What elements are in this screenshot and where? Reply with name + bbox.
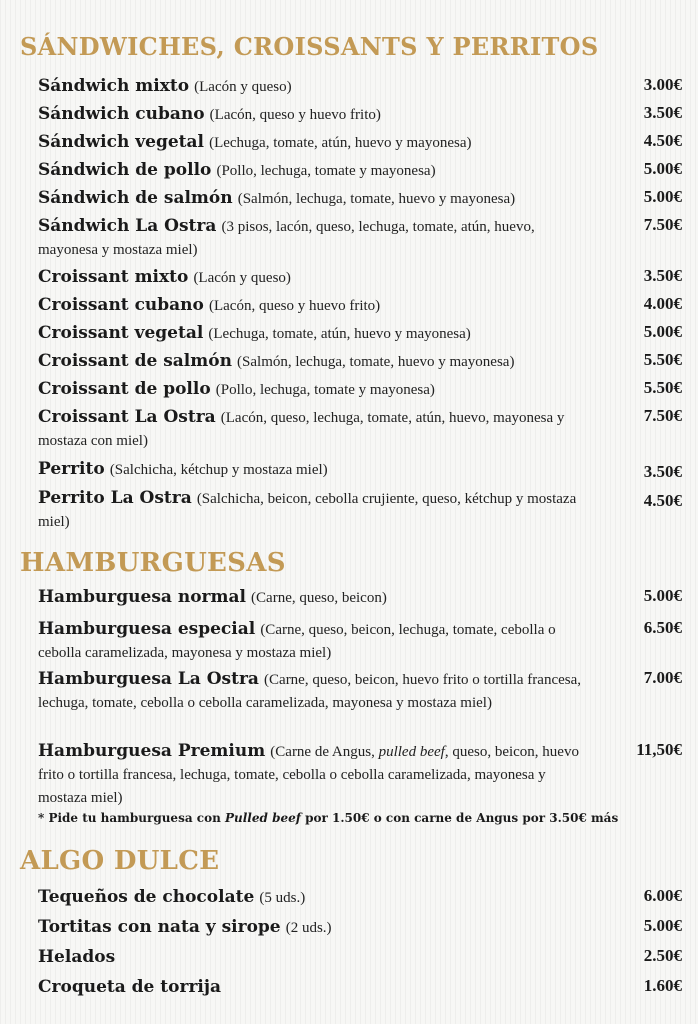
item-description: (Salchicha, kétchup y mostaza miel) [109,462,328,478]
item-description: (Salmón, lechuga, tomate, huevo y mayonesa) [237,191,516,207]
note-text: por 1.50€ o con carne de Angus por 3.50€ más [300,811,619,825]
item-description: (Lacón, queso y huevo frito) [208,298,381,314]
item-name: Tequeños de chocolate [38,887,255,907]
menu-item [38,266,598,289]
item-name: Hamburguesa La Ostra [38,669,259,689]
menu-item [38,976,598,998]
menu-item [38,458,598,481]
item-price: 5.00€ [643,187,682,206]
menu-item [38,103,598,126]
item-name: Perrito La Ostra [38,488,192,508]
menu-item [38,406,598,452]
item-description: (Lacón, queso, lechuga, tomate, atún, huevo, mayonesa y mostaza con miel) [38,410,565,449]
menu-item [38,215,598,261]
item-price: 11,50€ [636,740,682,759]
item-price: 7.50€ [643,406,682,425]
item-description: (Lacón y queso) [193,270,291,286]
menu-item [38,618,598,664]
item-price: 5.00€ [643,916,682,935]
item-price: 5.50€ [643,378,682,397]
item-description: (Pollo, lechuga, tomate y mayonesa) [215,382,435,398]
item-price: 1.60€ [643,976,682,995]
item-name: Croissant cubano [38,295,204,315]
item-name: Helados [38,947,116,967]
item-name: Croissant de pollo [38,379,211,399]
item-price: 2.50€ [643,946,682,965]
menu-item [38,378,598,401]
item-description: (Carne, queso, beicon, huevo frito o tortilla francesa, lechuga, tomate, cebolla o cebolla caramelizada, mayonesa y mostaza miel) [38,672,582,711]
item-name: Sándwich La Ostra [38,216,217,236]
desc-text: , queso, beicon, huevo frito o tortilla francesa, lechuga, tomate, cebolla o cebolla caramelizada, mayonesa y mostaza miel) [38,744,579,806]
menu-item [38,487,598,533]
item-price: 7.00€ [643,668,682,687]
item-description: (5 uds.) [259,890,306,906]
item-name: Croqueta de torrija [38,977,222,997]
item-price: 4.50€ [643,131,682,150]
item-name: Croissant La Ostra [38,407,216,427]
item-price: 3.50€ [643,462,682,481]
menu-item [38,946,598,968]
section-title-sandwiches: SÁNDWICHES, CROISSANTS Y PERRITOS [20,32,599,61]
menu-item [38,159,598,182]
menu-item [38,586,598,609]
item-name: Sándwich de salmón [38,188,233,208]
menu-item [38,294,598,317]
item-name: Croissant vegetal [38,323,204,343]
item-price: 4.00€ [643,294,682,313]
item-price: 6.50€ [643,618,682,637]
item-name: Hamburguesa especial [38,619,256,639]
menu-item [38,350,598,373]
item-description: (2 uds.) [285,920,332,936]
menu-item [38,187,598,210]
item-price: 3.50€ [643,103,682,122]
item-name: Hamburguesa Premium [38,741,266,761]
item-description: (Carne, queso, beicon, lechuga, tomate, cebolla o cebolla caramelizada, mayonesa y mostaza miel) [38,622,556,661]
item-price: 5.50€ [643,350,682,369]
section-title-hamburguesas: HAMBURGUESAS [20,548,286,578]
item-description: (Lacón, queso y huevo frito) [209,107,381,123]
item-description: (Salmón, lechuga, tomate, huevo y mayonesa) [237,354,515,370]
item-price: 5.00€ [643,159,682,178]
menu-item [38,668,598,714]
menu-item [38,886,598,909]
item-description: (Salchicha, beicon, cebolla crujiente, queso, kétchup y mostaza miel) [38,491,577,530]
item-name: Perrito [38,459,105,479]
item-description: (Pollo, lechuga, tomate y mayonesa) [216,163,436,179]
item-name: Hamburguesa normal [38,587,246,607]
item-name: Sándwich vegetal [38,132,204,152]
item-description: (Lacón y queso) [194,79,292,95]
menu-item [38,740,598,809]
item-price: 6.00€ [643,886,682,905]
item-price: 4.50€ [643,491,682,510]
menu-item [38,75,598,98]
menu-item [38,131,598,154]
item-name: Sándwich cubano [38,104,205,124]
item-description: (Lechuga, tomate, atún, huevo y mayonesa) [209,135,472,151]
item-description: (3 pisos, lacón, queso, lechuga, tomate, atún, huevo, mayonesa y mostaza miel) [38,219,535,258]
item-name: Croissant mixto [38,267,189,287]
item-name: Croissant de salmón [38,351,232,371]
section-title-dulce: ALGO DULCE [20,846,220,876]
item-price: 5.00€ [643,586,682,605]
item-name: Sándwich de pollo [38,160,212,180]
menu-item [38,916,598,939]
item-name: Sándwich mixto [38,76,190,96]
note-text: * Pide tu hamburguesa con [38,811,225,825]
item-price: 3.50€ [643,266,682,285]
item-price: 3.00€ [643,75,682,94]
item-description: (Lechuga, tomate, atún, huevo y mayonesa) [208,326,471,342]
item-name: Tortitas con nata y sirope [38,917,281,937]
hamburger-note [38,811,618,825]
item-price: 7.50€ [643,215,682,234]
item-description: (Carne, queso, beicon) [251,590,387,606]
item-price: 5.00€ [643,322,682,341]
menu-item [38,322,598,345]
desc-text: (Carne de Angus, [270,744,379,760]
note-italic: Pulled beef [225,811,301,825]
desc-italic: pulled beef [378,744,445,760]
